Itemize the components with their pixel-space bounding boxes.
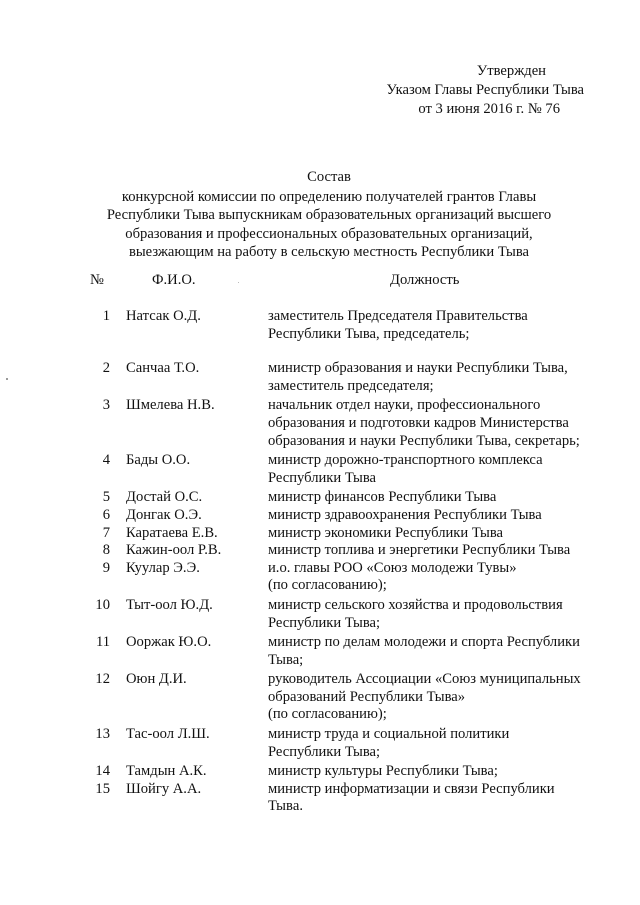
row-name: Ооржак Ю.О. <box>126 634 212 651</box>
row-name: Тыт-оол Ю.Д. <box>126 596 213 613</box>
position-line: министр информатизации и связи Республики <box>268 780 555 797</box>
row-position <box>268 542 600 560</box>
title-line-1: конкурсной комиссии по определению получателей грантов Главы <box>121 188 537 205</box>
table-row <box>90 397 600 450</box>
row-num: 11 <box>95 634 110 651</box>
row-num: 14 <box>95 763 110 780</box>
table-row <box>90 525 600 543</box>
row-name: Шойгу А.А. <box>126 780 202 797</box>
row-num: 3 <box>102 397 110 414</box>
position-line: начальник отдел науки, профессионального <box>268 397 541 414</box>
position-line: министр культуры Республики Тыва; <box>268 763 498 780</box>
position-line: министр экономики Республики Тыва <box>268 524 504 541</box>
table-row <box>90 671 600 724</box>
table-row <box>90 726 600 761</box>
table-row <box>90 542 600 560</box>
row-num: 4 <box>102 452 110 469</box>
table-row <box>90 597 600 632</box>
row-position <box>268 308 600 343</box>
table-row <box>90 634 600 669</box>
title-line-3: образования и профессиональных образовательных организаций, <box>125 225 533 242</box>
row-position <box>268 763 600 781</box>
row-num: 15 <box>95 780 110 797</box>
table-row <box>90 560 600 595</box>
position-line: руководитель Ассоциации «Союз муниципальных <box>268 671 581 688</box>
scan-artifact <box>238 282 239 283</box>
header-position: Должность <box>390 272 460 288</box>
row-num: 13 <box>95 726 110 743</box>
row-position <box>268 397 600 450</box>
table-row <box>90 763 600 781</box>
position-line: заместитель Председателя Правительства <box>268 308 528 324</box>
row-name: Шмелева Н.В. <box>126 397 215 414</box>
row-name: Натсак О.Д. <box>126 308 201 324</box>
approval-block <box>387 62 584 119</box>
row-position <box>268 452 600 487</box>
row-name: Донгак О.Э. <box>126 506 202 523</box>
table-row <box>90 360 600 395</box>
row-num: 9 <box>102 559 110 576</box>
row-num: 2 <box>102 360 110 377</box>
row-name: Тас-оол Л.Ш. <box>126 726 210 743</box>
row-name: Оюн Д.И. <box>126 671 187 688</box>
position-line: министр по делам молодежи и спорта Республики <box>268 634 580 651</box>
position-line: Республики Тыва <box>268 469 377 486</box>
table-row <box>90 489 600 507</box>
row-position <box>268 726 600 761</box>
table-row <box>90 507 600 525</box>
row-name: Каратаева Е.В. <box>126 524 218 541</box>
approval-line-3: от 3 июня 2016 г. № 76 <box>418 101 560 117</box>
table-header <box>90 272 600 308</box>
position-line: министр сельского хозяйства и продовольствия <box>268 596 563 613</box>
position-line: Республики Тыва, председатель; <box>268 325 470 342</box>
table-row <box>90 308 600 343</box>
row-position <box>268 597 600 632</box>
row-name: Достай О.С. <box>126 489 203 506</box>
position-line: министр здравоохранения Республики Тыва <box>268 506 542 523</box>
position-line: Тывa. <box>268 798 304 815</box>
header-name: Ф.И.О. <box>152 272 196 288</box>
row-num: 7 <box>102 524 110 541</box>
row-name: Куулар Э.Э. <box>126 559 200 576</box>
row-name: Кажин-оол Р.В. <box>126 542 222 559</box>
position-line: министр труда и социальной политики <box>268 726 510 743</box>
approval-line-2: Указом Главы Республики Тыва <box>386 82 584 98</box>
row-num: 6 <box>102 506 110 523</box>
position-line: (по согласованию); <box>268 577 387 594</box>
position-line: Республики Тыва; <box>268 743 381 760</box>
row-position <box>268 781 600 816</box>
approval-line-1: Утвержден <box>476 63 546 79</box>
row-position <box>268 360 600 395</box>
row-num: 10 <box>95 596 110 613</box>
position-line: и.о. главы РОО «Союз молодежи Тувы» <box>268 559 517 576</box>
row-position <box>268 489 600 507</box>
commission-table <box>90 272 600 816</box>
row-position <box>268 507 600 525</box>
table-row <box>90 781 600 816</box>
scan-artifact <box>6 378 8 380</box>
title-line-4: выезжающим на работу в сельскую местность Республики Тыва <box>128 244 530 261</box>
row-position <box>268 560 600 595</box>
position-line: министр топлива и энергетики Республики Тыва <box>268 542 571 559</box>
position-line: министр дорожно-транспортного комплекса <box>268 452 543 469</box>
row-name: Санчаа Т.О. <box>126 360 200 377</box>
title-line-2: Республики Тыва выпускникам образовательных организаций высшего <box>106 207 552 224</box>
position-line: образования и науки Республики Тыва, секретарь; <box>268 432 580 449</box>
position-line: министр финансов Республики Тыва <box>268 489 497 506</box>
row-name: Тамдын А.К. <box>126 763 207 780</box>
position-line: министр образования и науки Республики Тыва, <box>268 360 568 377</box>
row-position <box>268 671 600 724</box>
header-num: № <box>90 272 104 288</box>
row-num: 1 <box>102 308 110 324</box>
row-position <box>268 634 600 669</box>
title-heading: Состав <box>307 169 351 185</box>
position-line: заместитель председателя; <box>268 377 434 394</box>
position-line: (по согласованию); <box>268 706 387 723</box>
table-row <box>90 452 600 487</box>
document-title <box>64 168 594 262</box>
position-line: образований Республики Тыва» <box>268 688 466 705</box>
row-name: Бады О.О. <box>126 452 191 469</box>
position-line: образования и подготовки кадров Министерства <box>268 414 569 431</box>
row-num: 8 <box>102 542 110 559</box>
row-num: 5 <box>102 489 110 506</box>
row-num: 12 <box>95 671 110 688</box>
position-line: Республики Тыва; <box>268 614 381 631</box>
position-line: Тыва; <box>268 651 304 668</box>
row-position <box>268 525 600 543</box>
